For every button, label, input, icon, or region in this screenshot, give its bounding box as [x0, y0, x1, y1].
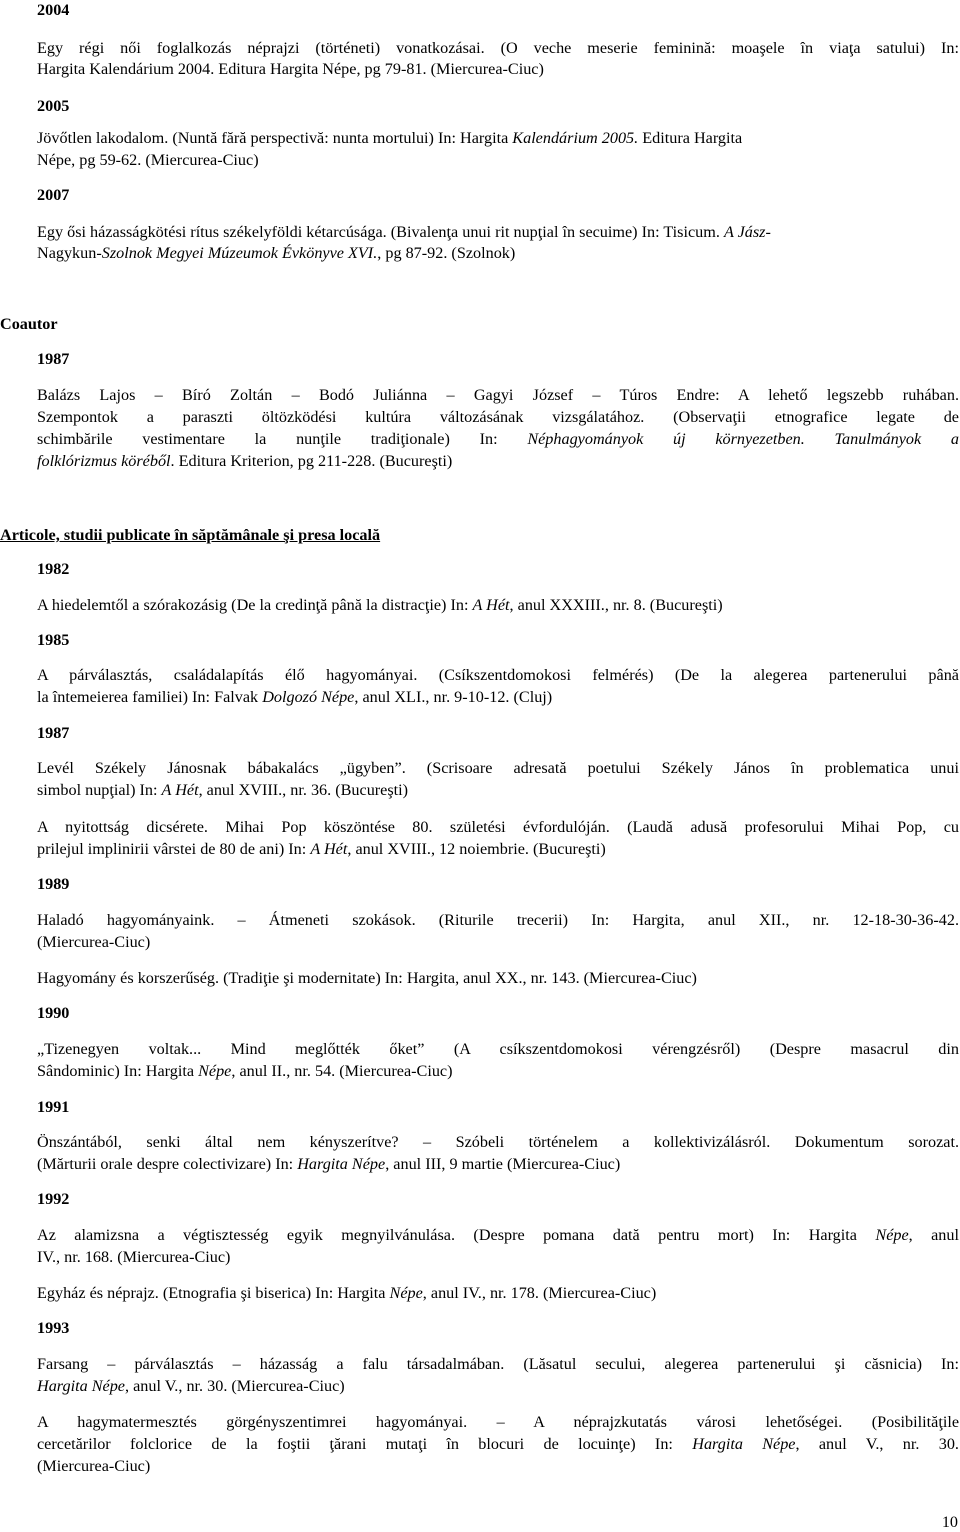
- text: Editura Hargita: [638, 129, 743, 147]
- publication-title: Dolgozó Népe: [262, 688, 355, 706]
- year-2007: 2007: [37, 186, 70, 204]
- article-1987-line-3: A nyitottság dicsérete. Mihai Pop köszöntése 80. születési évfordulóján. (Laudă adusă profesorului Mihai Pop, cu: [37, 818, 959, 836]
- text: schimbările vestimentare la nunţile tradiţionale) In:: [37, 430, 528, 448]
- entry-2007-line-1: [37, 222, 771, 242]
- article-1990-line-1: „Tizenegyen voltak... Mind meglőtték őket” (A csíkszentdomokosi vérengzésről) (Despre masacrul din: [37, 1040, 959, 1058]
- year-1987-coautor: 1987: [37, 350, 70, 368]
- article-1993-line-3: A hagymatermesztés görgényszentimrei hagyományai. – A néprajzkutatás városi lehetőségei. (Posibilităţile: [37, 1413, 959, 1431]
- text: prilejul implinirii vârstei de 80 de ani) In:: [37, 840, 311, 858]
- text: , anul IV., nr. 178. (Miercurea-Ciuc): [422, 1284, 657, 1302]
- article-1987-line-1: Levél Székely Jánosnak bábakalács „ügyben”. (Scrisoare adresată poetului Székely János în problematica unui: [37, 759, 959, 777]
- article-1992-line-3: [37, 1283, 656, 1303]
- article-1989-line-1: Haladó hagyományaink. – Átmeneti szokások. (Riturile trecerii) In: Hargita, anul XII., nr. 12-18-30-36-42.: [37, 911, 959, 929]
- text: . Editura Kriterion, pg 211-228. (Bucureşti): [170, 452, 453, 470]
- article-1993-line-2: [37, 1376, 345, 1396]
- section-heading-articole: Articole, studii publicate în săptămânale şi presa locală: [0, 526, 381, 544]
- article-1989-line-3: Hagyomány és korszerűség. (Tradiţie şi modernitate) In: Hargita, anul XX., nr. 143. (Miercurea-Ciuc): [37, 969, 697, 987]
- text: , anul: [908, 1226, 959, 1244]
- entry-2004-line-1: Egy régi női foglalkozás néprajzi (történeti) vonatkozásai. (O veche meserie feminină: moaşele în viaţa satului) In:: [37, 39, 959, 57]
- entry-2005-line-1: [37, 128, 742, 148]
- entry-2004-line-2: Hargita Kalendárium 2004. Editura Hargita Népe, pg 79-81. (Miercurea-Ciuc): [37, 60, 544, 78]
- year-1990: 1990: [37, 1004, 70, 1022]
- year-1993: 1993: [37, 1319, 70, 1337]
- section-heading-coautor: Coautor: [0, 315, 58, 333]
- text: , anul II., nr. 54. (Miercurea-Ciuc): [231, 1062, 453, 1080]
- coautor-1987-line-2: Szempontok a paraszti öltözködési kultúra változásának vizsgálatához. (Observaţii etnografice legate de: [37, 408, 959, 426]
- article-1985-line-1: A párválasztás, családalapítás élő hagyományai. (Csíkszentdomokosi felmérés) (De la alegerea partenerului până: [37, 666, 959, 684]
- text: , anul XXXIII., nr. 8. (Bucureşti): [509, 596, 723, 614]
- year-1992: 1992: [37, 1190, 70, 1208]
- text: Egyház és néprajz. (Etnografia şi biserica) In: Hargita: [37, 1284, 390, 1302]
- text: Egy ősi házasságkötési rítus székelyföldi kétarcúsága. (Bivalenţa unui rit nupţial în secuime) In: Tisicum.: [37, 223, 724, 241]
- coautor-1987-line-4: [37, 451, 452, 471]
- article-1993-line-5: (Miercurea-Ciuc): [37, 1457, 151, 1475]
- year-1982: 1982: [37, 560, 70, 578]
- publication-title: Néphagyományok új környezetben. Tanulmányok a: [527, 430, 959, 448]
- article-1991-line-1: Önszántából, senki által nem kényszerítve? – Szóbeli történelem a kollektivizálásról. Dokumentum sorozat.: [37, 1133, 959, 1151]
- publication-title: Hargita Népe: [37, 1377, 125, 1395]
- text: Nagykun-: [37, 244, 102, 262]
- page-number: 10: [941, 1513, 958, 1531]
- article-1982-line-1: [37, 595, 723, 615]
- text: cercetărilor folclorice de la foştii ţărani mutaţi în blocuri de locuinţe) In:: [37, 1435, 693, 1453]
- text: , anul III, 9 martie (Miercurea-Ciuc): [385, 1155, 621, 1173]
- text: , anul V., nr. 30.: [795, 1435, 959, 1453]
- publication-title: folklórizmus köréből: [37, 452, 171, 470]
- year-2005: 2005: [37, 97, 70, 115]
- article-1992-line-1: [37, 1225, 959, 1245]
- article-1993-line-1: Farsang – párválasztás – házasság a falu társadalmában. (Lăsatul secului, alegerea partenerului şi căsnicia) In:: [37, 1355, 959, 1373]
- article-1991-line-2: [37, 1154, 620, 1174]
- publication-title: Hargita Népe: [297, 1155, 386, 1173]
- publication-title: Szolnok Megyei Múzeumok Évkönyve XVI.: [101, 244, 378, 262]
- publication-title: Népe: [389, 1284, 423, 1302]
- coautor-1987-line-1: Balázs Lajos – Bíró Zoltán – Bodó Juliánna – Gagyi József – Túros Endre: A lehető legszebb ruhában.: [37, 386, 959, 404]
- text: , anul V., nr. 30. (Miercurea-Ciuc): [124, 1377, 345, 1395]
- publication-title: A Jász-: [723, 223, 771, 241]
- publication-title: A Hét: [472, 596, 510, 614]
- entry-2007-line-2: [37, 243, 515, 263]
- text: Sândominic) In: Hargita: [37, 1062, 199, 1080]
- text: , anul XVIII., 12 noiembrie. (Bucureşti): [347, 840, 606, 858]
- article-1992-line-2: IV., nr. 168. (Miercurea-Ciuc): [37, 1248, 231, 1266]
- text: (Mărturii orale despre colectivizare) In:: [37, 1155, 298, 1173]
- entry-2005-line-2: Népe, pg 59-62. (Miercurea-Ciuc): [37, 151, 259, 169]
- publication-title: A Hét: [161, 781, 199, 799]
- article-1993-line-4: [37, 1434, 959, 1454]
- text: Jövőtlen lakodalom. (Nuntă fără perspectivă: nunta mortului) In: Hargita: [37, 129, 513, 147]
- coautor-1987-line-3: [37, 429, 959, 449]
- article-1987-line-2: [37, 780, 408, 800]
- year-1991: 1991: [37, 1098, 70, 1116]
- publication-title: A Hét: [310, 840, 348, 858]
- publication-title: Kalendárium 2005.: [512, 129, 639, 147]
- year-1985: 1985: [37, 631, 70, 649]
- publication-title: Népe: [198, 1062, 232, 1080]
- publication-title: Hargita Népe: [692, 1435, 796, 1453]
- text: A hiedelemtől a szórakozásig (De la credinţă până la distracţie) In:: [37, 596, 473, 614]
- text: , anul XLI., nr. 9-10-12. (Cluj): [354, 688, 553, 706]
- article-1985-line-2: [37, 687, 552, 707]
- text: simbol nupţial) In:: [37, 781, 162, 799]
- publication-title: Népe: [875, 1226, 909, 1244]
- article-1990-line-2: [37, 1061, 453, 1081]
- year-2004: 2004: [37, 1, 70, 19]
- text: Az alamizsna a végtisztesség egyik megnyilvánulása. (Despre pomana dată pentru mort) In: Hargita: [37, 1226, 876, 1244]
- text: , pg 87-92. (Szolnok): [377, 244, 516, 262]
- article-1987-line-4: [37, 839, 606, 859]
- year-1987: 1987: [37, 724, 70, 742]
- text: , anul XVIII., nr. 36. (Bucureşti): [198, 781, 409, 799]
- text: la întemeierea familiei) In: Falvak: [37, 688, 263, 706]
- article-1989-line-2: (Miercurea-Ciuc): [37, 933, 151, 951]
- year-1989: 1989: [37, 875, 70, 893]
